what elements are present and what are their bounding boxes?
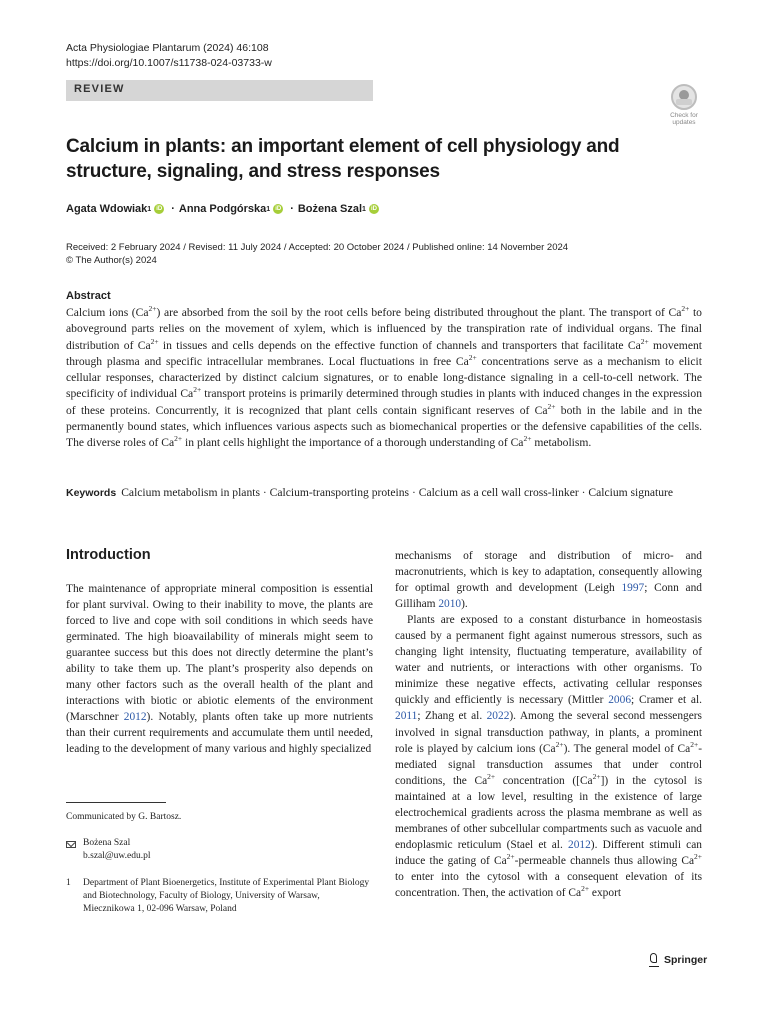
check-for-updates-badge[interactable]: [664, 84, 704, 126]
keywords-label: Keywords: [66, 487, 117, 499]
author-separator: ·: [171, 203, 175, 215]
author-name[interactable]: Anna Podgórska: [178, 203, 267, 215]
author-affiliation-mark: 1: [362, 205, 366, 213]
intro-column-left: [66, 581, 373, 758]
copyright-line: © The Author(s) 2024: [66, 255, 157, 266]
section-heading-introduction: Introduction: [66, 547, 151, 563]
corresponding-author: [83, 837, 151, 863]
springer-horse-icon: [648, 953, 660, 967]
publisher-logo: [648, 953, 707, 967]
citation-link[interactable]: 2022: [486, 710, 510, 723]
publisher-name: Springer: [664, 954, 708, 966]
check-updates-icon: [671, 84, 697, 110]
orcid-icon[interactable]: iD: [370, 206, 377, 212]
author-affiliation-mark: 1: [266, 205, 271, 213]
article-type-bar: [66, 80, 373, 101]
envelope-icon: [66, 841, 76, 848]
abstract-heading: Abstract: [66, 290, 111, 302]
author-separator: ·: [290, 203, 294, 215]
journal-header: [66, 41, 272, 71]
check-updates-label: Check for updates: [670, 112, 698, 126]
publication-dates: [66, 241, 568, 267]
author-affiliation-mark: 1: [147, 205, 152, 213]
author-name[interactable]: Bożena Szal: [297, 203, 363, 215]
author-name[interactable]: Agata Wdowiak: [66, 203, 148, 215]
article-type-label: REVIEW: [74, 83, 125, 95]
citation-link[interactable]: 1997: [621, 582, 645, 595]
corresponding-author-email[interactable]: b.szal@uw.edu.pl: [83, 851, 151, 861]
doi-link[interactable]: https://doi.org/10.1007/s11738-024-03733-w: [66, 57, 272, 69]
corresponding-author-name: Bożena Szal: [83, 838, 131, 848]
intro-column-right: [395, 548, 702, 901]
footnote-divider: [66, 802, 166, 803]
citation-link[interactable]: 2012: [123, 711, 147, 724]
intro-paragraph: Plants are exposed to a constant disturbance in homeostasis caused by a permanent fight against numerous stressors, such as changing light intensity, fluctuating temperature, availability of water and nutrients, or interactions with other organisms. To minimize these negative effects, activating cellular responses quickly and efficiently is necessary (Mittler 2006; Cramer et al. 2011; Zhang et al. 2022). Among the several second messengers involved in signal transduction pathway, in plants, a prominent role is played by calcium ions $(Ca^{2+})$. The general model of $Ca^{2+}$-mediated signal transduction assumes that under control conditions, the $Ca^{2+}$ concentration $([Ca^{2+}])$ in the cytosol is maintained at a low level, resulting in the existence of large electrochemical gradients across the plasma membrane as well as membranes of other subcellular compartments such as vacuole and endoplasmic reticulum (Stael et al. 2012). Different stimuli can induce the gating of $Ca^{2+}$-permeable channels thus allowing $Ca^{2+}$ to enter into the cytosol with a consequent elevation of its concentration. Then, the activation of $Ca^{2+}$ export: [395, 614, 702, 899]
intro-paragraph: mechanisms of storage and distribution of micro- and macronutrients, which is key to adaptation, consequently allowing for optimal growth and development (Leigh 1997; Conn and Gilliham 2010).: [395, 550, 702, 611]
citation-link[interactable]: 2012: [568, 838, 591, 851]
citation-link[interactable]: 2006: [608, 694, 632, 707]
history-dates: Received: 2 February 2024 / Revised: 11 July 2024 / Accepted: 20 October 2024 / Published online: 14 November 2024: [66, 242, 569, 253]
intro-paragraph: The maintenance of appropriate mineral composition is essential for plant survival. Owing to their inability to move, the plants are forced to live and cope with soil conditions in which seeds have germinated. The high bioavailability of minerals might seem to guarantee success but this does not directly determine the plant’s ability to take them up. The plant’s prosperity also depends on many other factors such as the overall health of the plant and interactions with biotic or abiotic elements of the environment (Marschner 2012). Notably, plants often take up more nutrients than their current requirements and accumulate them until needed, leading to the development of many various and highly specialized: [66, 583, 373, 756]
orcid-icon[interactable]: iD: [156, 206, 163, 212]
keywords-list: Calcium metabolism in plants · Calcium-transporting proteins · Calcium as a cell wall cross-linker · Calcium signature: [121, 486, 674, 499]
citation-link[interactable]: 2010: [438, 598, 462, 611]
communicated-by: Communicated by G. Bartosz.: [66, 812, 182, 822]
article-title: Calcium in plants: an important element of cell physiology and structure, signaling, and stress responses: [66, 136, 620, 182]
journal-citation: Acta Physiologiae Plantarum (2024) 46:108: [66, 42, 269, 54]
abstract-text: Calcium ions $(Ca^{2+})$ are absorbed from the soil by the root cells before being distributed throughout the plant. The transport of $Ca^{2+}$ to aboveground parts relies on the movement of xylem, which is influenced by the transpiration rate of individual organs. The final distribution of $Ca^{2+}$ in tissues and cells depends on the effective function of channels and transporters that facilitate $Ca^{2+}$ movement through plasma and specific intracellular membranes. Local fluctuations in free $Ca^{2+}$ concentrations serve as a mechanism to elicit cellular responses, characterized by distinct calcium signatures, or to enable long-distance signaling in a cell-to-cell network. The specificity of individual $Ca^{2+}$ transport proteins is primarily determined through studies in plants with induced changes in the expression of these proteins. Concurrently, it is recognized that plant cells contain significant reserves of $Ca^{2+}$ both in the labile and in the permanently bound states, which influences various aspects such as biomechanical properties or the defensive capabilities of the cells. The diverse roles of $Ca^{2+}$ in plant cells highlight the importance of a thorough understanding of $Ca^{2+}$ metabolism.: [66, 304, 702, 450]
affiliation-number: 1: [66, 878, 71, 888]
orcid-icon[interactable]: iD: [275, 206, 282, 212]
citation-link[interactable]: 2011: [395, 710, 418, 723]
keywords-section: [66, 485, 706, 502]
affiliation-text: Department of Plant Bioenergetics, Institute of Experimental Plant Biology and Biotechnology, Faculty of Biology, University of Warsaw, Miecznikowa 1, 02-096 Warsaw, Poland: [83, 878, 370, 914]
author-list: [66, 203, 382, 215]
